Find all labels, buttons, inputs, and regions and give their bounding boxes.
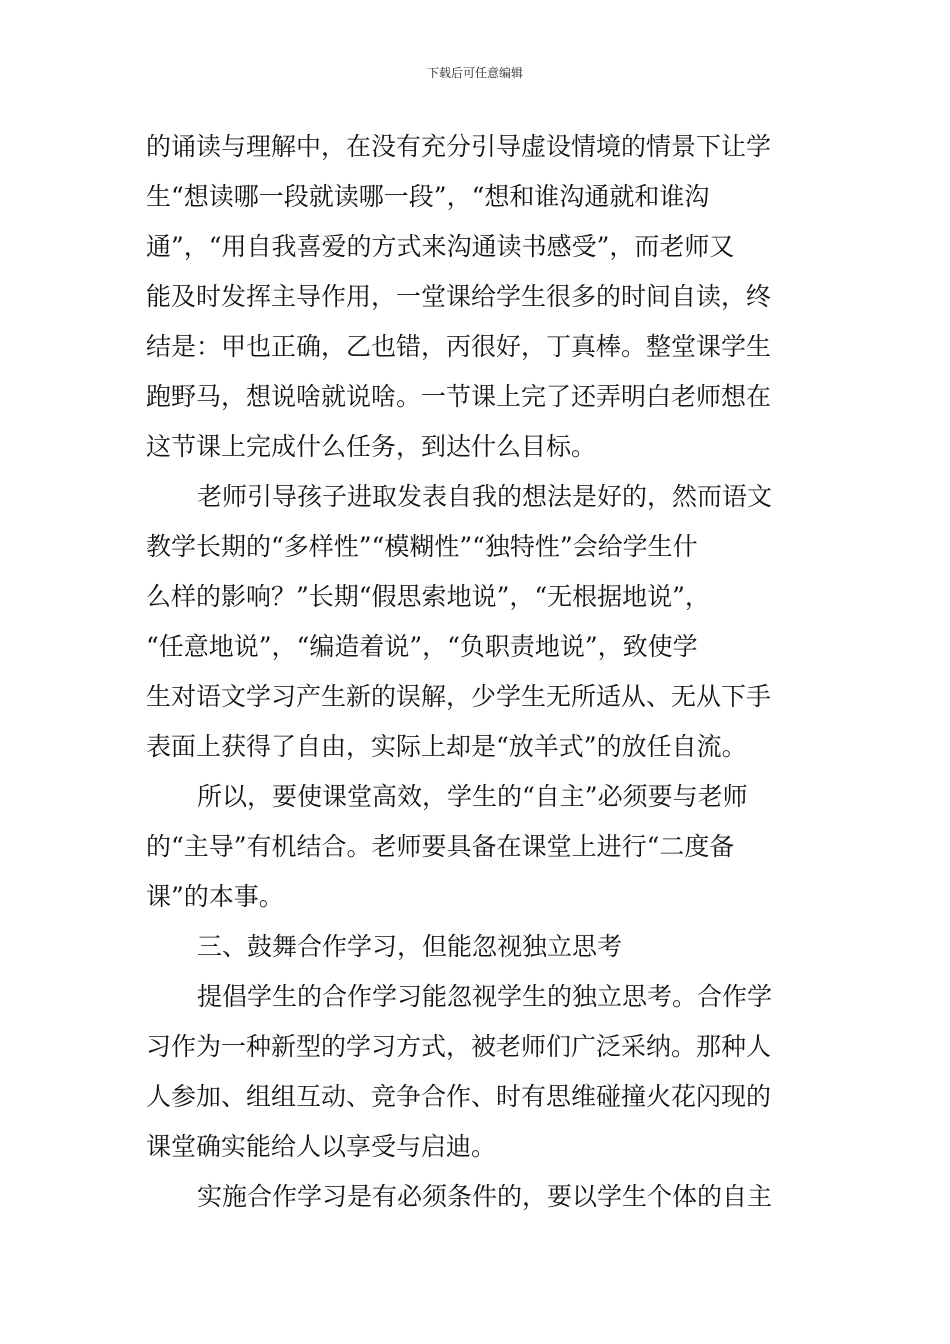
section-heading: 三、鼓舞合作学习，但能忽视独立思考	[197, 932, 623, 961]
text-line: 么样的影响？”长期“假思索地说”，“无根据地说”，	[146, 582, 710, 611]
text-line: 结是：甲也正确，乙也错，丙很好，丁真棒。整堂课学生	[146, 332, 772, 361]
text-line: 通”，“用自我喜爱的方式来沟通读书感受”，而老师又	[146, 232, 735, 261]
text-line: 能及时发挥主导作用，一堂课给学生很多的时间自读，终	[146, 282, 772, 311]
paragraph-start-line: 实施合作学习是有必须条件的，要以学生个体的自主	[197, 1182, 773, 1211]
text-line: 生对语文学习产生新的误解，少学生无所适从、无从下手	[146, 682, 772, 711]
text-line: 课堂确实能给人以享受与启迪。	[146, 1132, 497, 1161]
text-line: 习作为一种新型的学习方式，被老师们广泛采纳。那种人	[146, 1032, 772, 1061]
text-line: 人参加、组组互动、竞争合作、时有思维碰撞火花闪现的	[146, 1082, 772, 1111]
paragraph-start-line: 提倡学生的合作学习能忽视学生的独立思考。合作学	[197, 982, 773, 1011]
text-line: “任意地说”，“编造着说”，“负职责地说”，致使学	[146, 632, 698, 661]
paragraph-start-line: 老师引导孩子进取发表自我的想法是好的，然而语文	[197, 482, 773, 511]
text-line: 这节课上完成什么任务，到达什么目标。	[146, 432, 597, 461]
text-line: 表面上获得了自由，实际上却是“放羊式”的放任自流。	[146, 732, 747, 761]
text-line: 的诵读与理解中，在没有充分引导虚设情境的情景下让学	[146, 132, 772, 161]
page-header: 下载后可任意编辑	[426, 66, 523, 80]
paragraph-start-line: 所以，要使课堂高效，学生的“自主”必须要与老师	[197, 782, 748, 811]
text-line: 的“主导”有机结合。老师要具备在课堂上进行“二度备	[146, 832, 735, 861]
text-line: 课”的本事。	[146, 882, 284, 911]
text-line: 教学长期的“多样性”“模糊性”“独特性”会给学生什	[146, 532, 698, 561]
text-line: 跑野马，想说啥就说啥。一节课上完了还弄明白老师想在	[146, 382, 772, 411]
text-line: 生“想读哪一段就读哪一段”，“想和谁沟通就和谁沟	[146, 182, 710, 211]
